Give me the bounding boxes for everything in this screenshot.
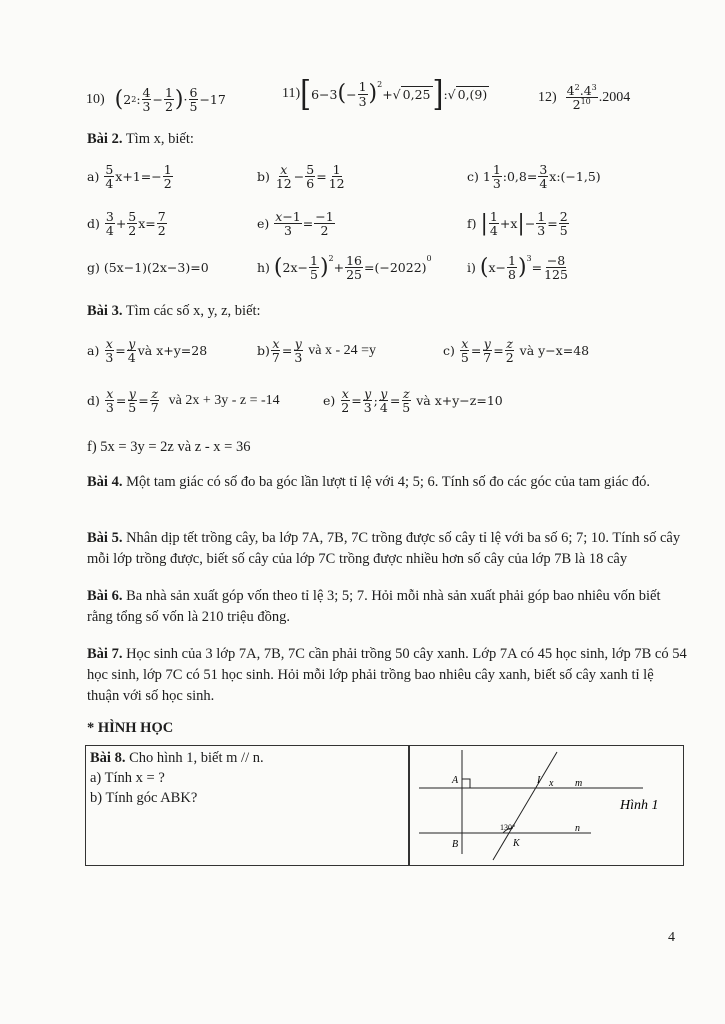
bai2-i: i) ( x− $\frac{1}{8}$ ) $^3$ = $\frac{-8}{125}$ [467, 253, 568, 283]
label-x: x [549, 778, 554, 789]
right-angle-mark [462, 779, 470, 788]
bai3-b: b) $\frac{x}{7}$ = $\frac{y}{3}$ và x - 24 =y [257, 336, 377, 366]
label-b: B [452, 839, 459, 850]
bai2-g: g) (5x−1)(2x−3)=0 [87, 260, 209, 275]
geometry-heading: * HÌNH HỌC [87, 720, 174, 736]
figure-caption: Hình 1 [620, 798, 659, 813]
transversal [493, 752, 557, 860]
label-a: A [452, 775, 459, 786]
bai2-c: c) 1 $\frac{1}{3}$ :0,8= $\frac{3}{4}$ x:(−1,5) [467, 162, 601, 192]
exercise-11: 11) [ 6−3 ( − $\frac{1}{3}$ ) $^2$ +√ 0,25 ] :√ 0,(9) [282, 72, 488, 114]
bai3-c: c) $\frac{x}{5}$ = $\frac{y}{7}$ = $\frac{z}{2}$ và y−x=48 [443, 336, 590, 366]
bai2-f: f) | $\frac{1}{4}$ +x | − $\frac{1}{3}$ = $\frac{2}{5}$ [467, 209, 568, 239]
label-m: m [575, 778, 583, 789]
bai2-heading: Bài 2. Tìm x, biết: [87, 131, 194, 147]
bai4: Bài 4. Một tam giác có số đo ba góc lần lượt tỉ lệ với 4; 5; 6. Tính số đo các góc của tam giác đó. [87, 474, 650, 490]
bai3-d: d) $\frac{x}{3}$ = $\frac{y}{5}$ = $\frac{z}{7}$ và 2x + 3y - z = -14 [87, 386, 280, 416]
label-k: K [513, 838, 520, 849]
bai3-a: a) $\frac{x}{3}$ = $\frac{y}{4}$ và x+y=28 [87, 336, 208, 366]
exercise-10: 10) ( 2 2 : $\frac{4}{3}$ − $\frac{1}{2}$ ) · $\frac{6}{5}$ −17 [86, 85, 226, 115]
page-number: 4 [668, 930, 675, 945]
angle-label: 130° [500, 823, 516, 832]
bai2-b: b) $\frac{x}{12}$ − $\frac{5}{6}$ = $\frac{1}{12}$ [257, 162, 345, 192]
bai7: Bài 7. Học sinh của 3 lớp 7A, 7B, 7C cần phải trồng 50 cây xanh. Lớp 7A có 45 học sinh, lớp 7B có 54 học sinh, lớp 7C có 51 học sinh. Hỏi mỗi lớp phải trồng bao nhiêu cây xanh, biết số cây xanh tỉ lệ thuận với số học sinh. [87, 646, 687, 704]
bai2-h: h) ( 2x− $\frac{1}{5}$ ) $^2$ + $\frac{16}{25}$ =(−2022) $^0$ [257, 253, 432, 283]
figure-1 [409, 746, 683, 865]
bai5: Bài 5. Nhân dịp tết trồng cây, ba lớp 7A, 7B, 7C trồng được số cây tỉ lệ với ba số 6; 7; 10. Tính số cây mỗi lớp trồng được, biết số cây của lớp 7C trồng được nhiều hơn số cây của lớp 7B là 18 cây [87, 530, 681, 567]
bai2-a: a) $\frac{5}{4}$ x+1=− $\frac{1}{2}$ [87, 162, 172, 192]
bai8-text-cell: Bài 8. Cho hình 1, biết m // n. a) Tính x = ? b) Tính góc ABK? [85, 745, 410, 866]
label-n: n [575, 823, 580, 834]
bai3-f: f) 5x = 3y = 2z và z - x = 36 [87, 439, 251, 455]
bai3-e: e) $\frac{x}{2}$ = $\frac{y}{3}$ ; $\frac{y}{4}$ = $\frac{z}{5}$ và x+y−z=10 [323, 386, 503, 416]
bai6: Bài 6. Ba nhà sản xuất góp vốn theo tỉ lệ 3; 5; 7. Hỏi mỗi nhà sản xuất phải góp bao nhiêu vốn biết rằng tổng số vốn là 210 triệu đồng. [87, 588, 661, 625]
exercise-12: 12) $\frac{4^2.4^3}{2^{10}}$ .2004 [538, 83, 631, 113]
label-i: I [537, 775, 541, 786]
bai2-e: e) $\frac{x-1}{3}$ = $\frac{-1}{2}$ [257, 209, 334, 239]
bai2-d: d) $\frac{3}{4}$ + $\frac{5}{2}$ x= $\frac{7}{2}$ [87, 209, 166, 239]
figure-cell [408, 745, 684, 866]
bai3-heading: Bài 3. Tìm các số x, y, z, biết: [87, 303, 261, 319]
